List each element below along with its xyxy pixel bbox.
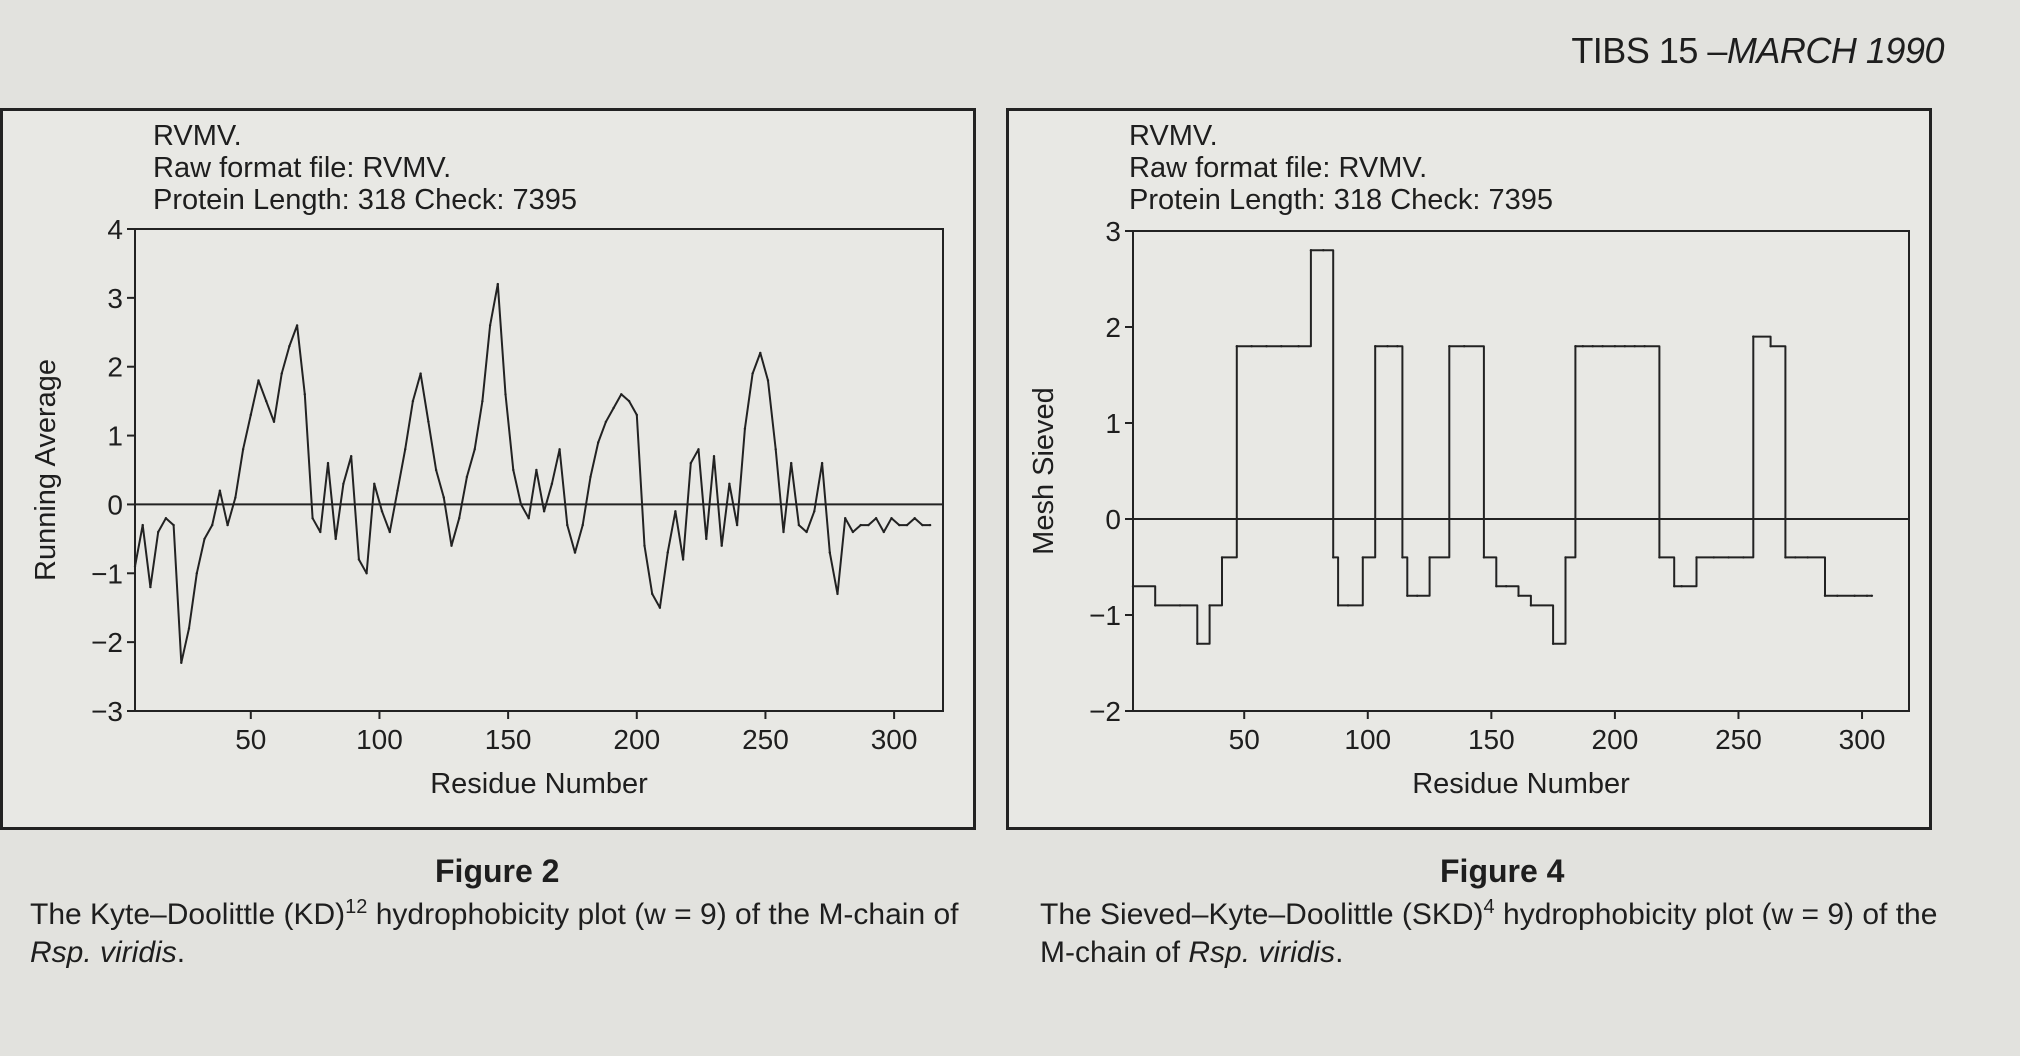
kd-data-point [149,586,151,588]
kd-data-point [497,283,499,285]
kd-data-point [226,524,228,526]
skd-data-point [1386,345,1388,347]
kd-data-point [628,400,630,402]
skd-data-point [1132,585,1134,587]
kd-data-point [373,483,375,485]
skd-hydrophobicity-chart [1009,111,1929,827]
kd-data-point [520,503,522,505]
kd-data-point [798,524,800,526]
skd-data-point [1406,595,1408,597]
skd-y-tick-label: 2 [1105,312,1121,343]
kd-y-tick-label: −3 [91,696,123,727]
skd-data-point [1463,345,1465,347]
kd-data-point [335,538,337,540]
kd-data-point [304,393,306,395]
skd-x-axis-label: Residue Number [1412,768,1630,800]
kd-data-point [612,407,614,409]
skd-header-line: Protein Length: 318 Check: 7395 [1129,184,1554,216]
kd-data-point [844,517,846,519]
kd-data-point [682,558,684,560]
kd-data-point [790,462,792,464]
skd-data-point [1196,643,1198,645]
skd-data-point [1824,595,1826,597]
skd-y-tick-label: −2 [1089,696,1121,727]
kd-data-point [203,538,205,540]
kd-y-tick-label: 2 [107,351,123,383]
skd-data-point [1347,604,1349,606]
kd-data-line [135,284,930,663]
figure-2-panel [0,108,976,830]
kd-x-tick-label: 150 [484,724,532,755]
kd-data-point [767,379,769,381]
figure-2-caption-text: The Kyte–Doolittle (KD)$^{12}$ hydrophobicity plot (w = 9) of the M-chain of Rsp. viridis. [30,896,959,969]
kd-data-point [867,524,869,526]
kd-data-point [311,517,313,519]
kd-data-point [365,572,367,574]
kd-data-point [558,448,560,450]
skd-data-point [1332,556,1334,558]
kd-data-point [458,517,460,519]
kd-y-tick-label: −2 [91,627,123,659]
figure-4-title: Figure 4 [1440,853,1565,889]
skd-data-point [1752,335,1754,337]
skd-data-point [1337,604,1339,606]
kd-y-axis-label: Running Average [30,359,62,581]
journal-date: MARCH 1990 [1726,30,1944,71]
kd-data-point [929,524,931,526]
skd-data-point [1614,345,1616,347]
kd-data-point [751,372,753,374]
kd-data-point [574,551,576,553]
skd-data-point [1643,345,1645,347]
kd-data-point [342,483,344,485]
kd-hydrophobicity-chart [3,111,973,827]
skd-data-point [1236,345,1238,347]
kd-y-tick-label: 1 [107,420,123,452]
skd-data-point [1374,345,1376,347]
skd-header-line: RVMV. [1129,120,1218,152]
kd-data-point [775,448,777,450]
kd-data-point [667,551,669,553]
skd-data-point [1396,345,1398,347]
kd-data-point [535,469,537,471]
skd-x-tick-label: 300 [1838,724,1886,755]
skd-x-tick-label: 250 [1715,724,1762,755]
kd-data-point [319,531,321,533]
kd-data-point [543,510,545,512]
kd-data-point [805,531,807,533]
kd-data-point [906,524,908,526]
skd-data-point [1794,556,1796,558]
skd-data-point [1695,556,1697,558]
kd-data-point [605,421,607,423]
kd-data-point [852,531,854,533]
kd-data-point [744,428,746,430]
figure-4-caption-text: The Sieved–Kyte–Doolittle (SKD)$^4$ hydrophobicity plot (w = 9) of the M-chain of Rsp. viridis. [1040,896,1938,969]
skd-data-point [1416,595,1418,597]
kd-data-point [690,462,692,464]
skd-data-point [1154,604,1156,606]
kd-data-point [551,483,553,485]
skd-y-tick-label: 1 [1105,408,1121,439]
skd-data-point [1208,604,1210,606]
skd-data-point [1713,556,1715,558]
kd-data-point [651,593,653,595]
skd-x-tick-label: 50 [1228,724,1260,755]
skd-data-point [1505,585,1507,587]
skd-data-point [1495,585,1497,587]
kd-data-point [914,517,916,519]
skd-data-point [1601,345,1603,347]
skd-data-point [1582,345,1584,347]
kd-data-point [620,393,622,395]
skd-data-point [1784,556,1786,558]
kd-data-point [883,531,885,533]
kd-data-point [142,524,144,526]
skd-y-axis-label: Mesh Sieved [1028,387,1060,555]
kd-data-point [265,400,267,402]
kd-data-point [659,607,661,609]
kd-data-point [713,455,715,457]
figure-2-title: Figure 2 [435,853,560,889]
kd-data-point [566,524,568,526]
skd-data-point [1658,556,1660,558]
kd-data-point [582,524,584,526]
kd-data-point [288,345,290,347]
kd-data-point [921,524,923,526]
kd-data-point [396,490,398,492]
kd-data-point [860,524,862,526]
skd-data-point [1742,556,1744,558]
kd-data-point [219,490,221,492]
skd-data-line [1133,250,1872,644]
kd-data-point [528,517,530,519]
kd-data-point [165,517,167,519]
kd-x-tick-label: 200 [613,724,661,755]
journal-name: TIBS 15 – [1571,30,1727,71]
kd-y-tick-label: 4 [107,214,123,245]
skd-y-tick-label: 0 [1105,504,1121,535]
kd-y-tick-label: 3 [107,282,123,314]
kd-data-point [389,531,391,533]
skd-data-point [1179,604,1181,606]
skd-data-point [1280,345,1282,347]
kd-data-point [875,517,877,519]
skd-data-point [1634,345,1636,347]
kd-data-point [180,662,182,664]
kd-data-point [736,524,738,526]
kd-y-tick-label: −1 [91,558,123,590]
skd-data-point [1574,345,1576,347]
kd-data-point [188,627,190,629]
kd-data-point [435,469,437,471]
kd-data-point [350,455,352,457]
kd-data-point [419,372,421,374]
skd-data-point [1853,595,1855,597]
kd-data-point [466,476,468,478]
kd-data-point [821,462,823,464]
kd-data-point [898,524,900,526]
kd-x-tick-label: 250 [742,724,789,755]
skd-data-point [1448,345,1450,347]
kd-data-point [157,531,159,533]
kd-x-axis-label: Residue Number [430,768,648,800]
kd-data-point [489,324,491,326]
skd-data-point [1362,556,1364,558]
kd-x-tick-label: 300 [870,724,918,755]
skd-data-point [1221,556,1223,558]
skd-data-point [1250,345,1252,347]
skd-data-point [1517,595,1519,597]
kd-header-line: Raw format file: RVMV. [153,152,452,184]
skd-y-tick-label: 3 [1105,216,1121,247]
kd-x-tick-label: 100 [356,724,403,755]
figure-2-caption [30,852,990,972]
skd-data-point [1297,345,1299,347]
kd-data-point [504,393,506,395]
kd-data-point [597,441,599,443]
kd-data-point [481,400,483,402]
kd-data-point [281,372,283,374]
kd-data-point [196,572,198,574]
kd-data-point [813,510,815,512]
kd-data-point [242,448,244,450]
skd-data-point [1769,345,1771,347]
kd-data-point [782,531,784,533]
kd-data-point [589,476,591,478]
skd-data-point [1673,585,1675,587]
kd-header-line: RVMV. [153,120,242,152]
kd-y-tick-label: 0 [107,489,123,521]
kd-data-point [327,462,329,464]
kd-header-line: Protein Length: 318 Check: 7395 [153,184,578,216]
figure-4-caption [1040,852,1980,972]
skd-y-tick-label: −1 [1089,600,1121,631]
skd-data-point [1871,595,1873,597]
skd-data-point [1428,556,1430,558]
kd-data-point [404,448,406,450]
kd-data-point [381,510,383,512]
kd-data-point [705,538,707,540]
kd-x-tick-label: 50 [235,724,267,755]
kd-data-point [296,324,298,326]
skd-data-point [1552,643,1554,645]
kd-data-point [474,448,476,450]
journal-header [1571,30,1944,72]
kd-data-point [234,496,236,498]
kd-data-point [643,545,645,547]
kd-data-point [273,421,275,423]
kd-data-point [512,469,514,471]
kd-data-point [759,352,761,354]
skd-x-tick-label: 150 [1467,724,1515,755]
skd-data-point [1265,345,1267,347]
kd-data-point [427,421,429,423]
kd-data-point [412,400,414,402]
skd-data-point [1564,556,1566,558]
skd-x-tick-label: 200 [1591,724,1639,755]
kd-data-point [697,448,699,450]
kd-data-point [211,524,213,526]
kd-data-point [443,496,445,498]
skd-data-point [1807,556,1809,558]
kd-data-point [134,565,136,567]
kd-data-point [721,545,723,547]
skd-data-point [1483,556,1485,558]
skd-data-point [1310,249,1312,251]
skd-header-line: Raw format file: RVMV. [1129,152,1428,184]
kd-data-point [257,379,259,381]
kd-data-point [250,414,252,416]
kd-data-point [450,545,452,547]
skd-data-point [1592,345,1594,347]
skd-data-point [1530,604,1532,606]
kd-data-point [890,517,892,519]
skd-data-point [1322,249,1324,251]
skd-data-point [1624,345,1626,347]
skd-data-point [1680,585,1682,587]
skd-data-point [1727,556,1729,558]
figure-4-panel [1006,108,1932,830]
skd-plot-frame [1133,231,1909,711]
skd-data-point [1866,595,1868,597]
skd-data-point [1401,556,1403,558]
kd-data-point [674,510,676,512]
kd-data-point [172,524,174,526]
kd-data-point [636,414,638,416]
kd-data-point [358,558,360,560]
kd-data-point [728,483,730,485]
kd-data-point [829,551,831,553]
skd-x-tick-label: 100 [1344,724,1392,755]
kd-data-point [836,593,838,595]
skd-data-point [1836,595,1838,597]
